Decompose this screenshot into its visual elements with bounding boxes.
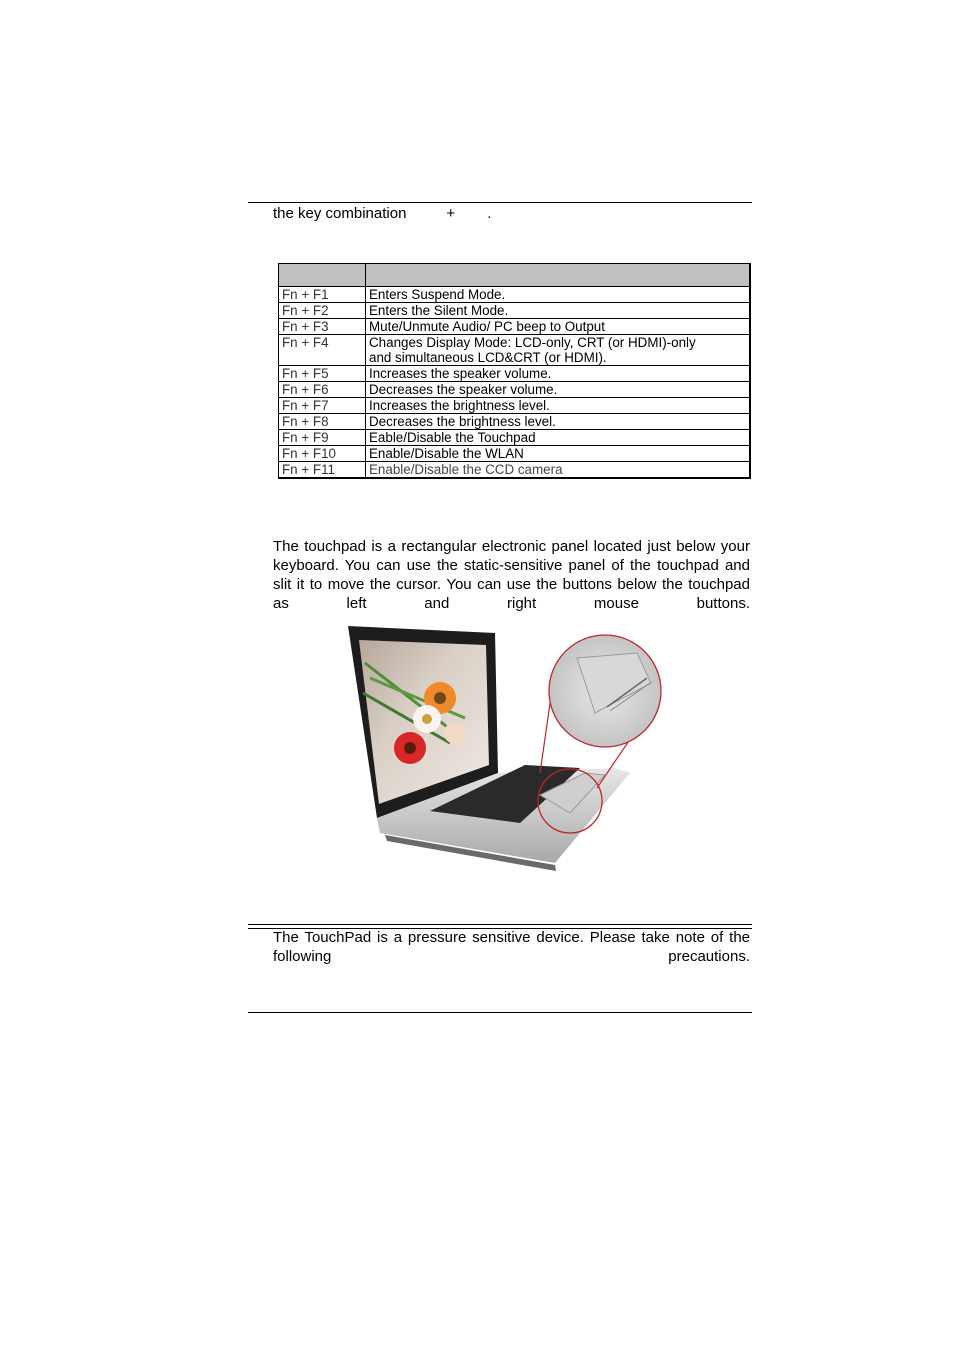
hotkey-desc: Enable/Disable the CCD camera (366, 462, 751, 479)
table-row (279, 303, 751, 319)
hotkey-key: Fn + F2 (279, 303, 366, 319)
hotkey-desc: Decreases the brightness level. (366, 414, 751, 430)
hotkey-key: Fn + F11 (279, 462, 366, 479)
intro-period: . (487, 205, 492, 222)
touchpad-paragraph: The touchpad is a rectangular electronic panel located just below your keyboard. You can use the static-sensitive panel of the touchpad and slit it to move the cursor. You can use the buttons below the touchpad as left and right mouse buttons. (273, 538, 750, 612)
hotkey-desc: Increases the brightness level. (366, 398, 751, 414)
table-row (279, 398, 751, 414)
table-row (279, 287, 751, 303)
hotkey-table (278, 263, 751, 479)
intro-line (273, 205, 491, 222)
table-row (279, 319, 751, 335)
table-row (279, 335, 751, 366)
hotkey-desc: Decreases the speaker volume. (366, 382, 751, 398)
table-header-row (279, 264, 751, 287)
hotkey-desc: Enters Suspend Mode. (366, 287, 751, 303)
hotkey-desc-line2: and simultaneous LCD&CRT (or HDMI). (369, 350, 607, 365)
table-row (279, 430, 751, 446)
hotkey-key: Fn + F7 (279, 398, 366, 414)
hotkey-key: Fn + F10 (279, 446, 366, 462)
table-row (279, 446, 751, 462)
header-cell-function (366, 264, 751, 287)
hotkey-desc (366, 335, 751, 366)
hotkey-key: Fn + F6 (279, 382, 366, 398)
table-row (279, 382, 751, 398)
hotkey-key: Fn + F4 (279, 335, 366, 366)
hotkey-desc: Eable/Disable the Touchpad (366, 430, 751, 446)
intro-plus: + (446, 205, 456, 222)
table-row (279, 366, 751, 382)
header-cell-key (279, 264, 366, 287)
intro-text: the key combination (273, 205, 407, 222)
table-row (279, 414, 751, 430)
laptop-touchpad-illustration (345, 623, 665, 873)
table-row (279, 462, 751, 479)
note-paragraph: The TouchPad is a pressure sensitive device. Please take note of the following precautions. (273, 929, 750, 965)
hotkey-key: Fn + F1 (279, 287, 366, 303)
hotkey-desc-line1: Changes Display Mode: LCD-only, CRT (or HDMI)-only (369, 335, 696, 350)
hotkey-desc: Enable/Disable the WLAN (366, 446, 751, 462)
hotkey-key: Fn + F5 (279, 366, 366, 382)
hotkey-key: Fn + F9 (279, 430, 366, 446)
hotkey-desc: Increases the speaker volume. (366, 366, 751, 382)
hotkey-key: Fn + F3 (279, 319, 366, 335)
hotkey-desc: Mute/Unmute Audio/ PC beep to Output (366, 319, 751, 335)
top-rule (248, 202, 752, 203)
hotkey-desc: Enters the Silent Mode. (366, 303, 751, 319)
hotkey-key: Fn + F8 (279, 414, 366, 430)
bottom-rule (248, 1012, 752, 1013)
